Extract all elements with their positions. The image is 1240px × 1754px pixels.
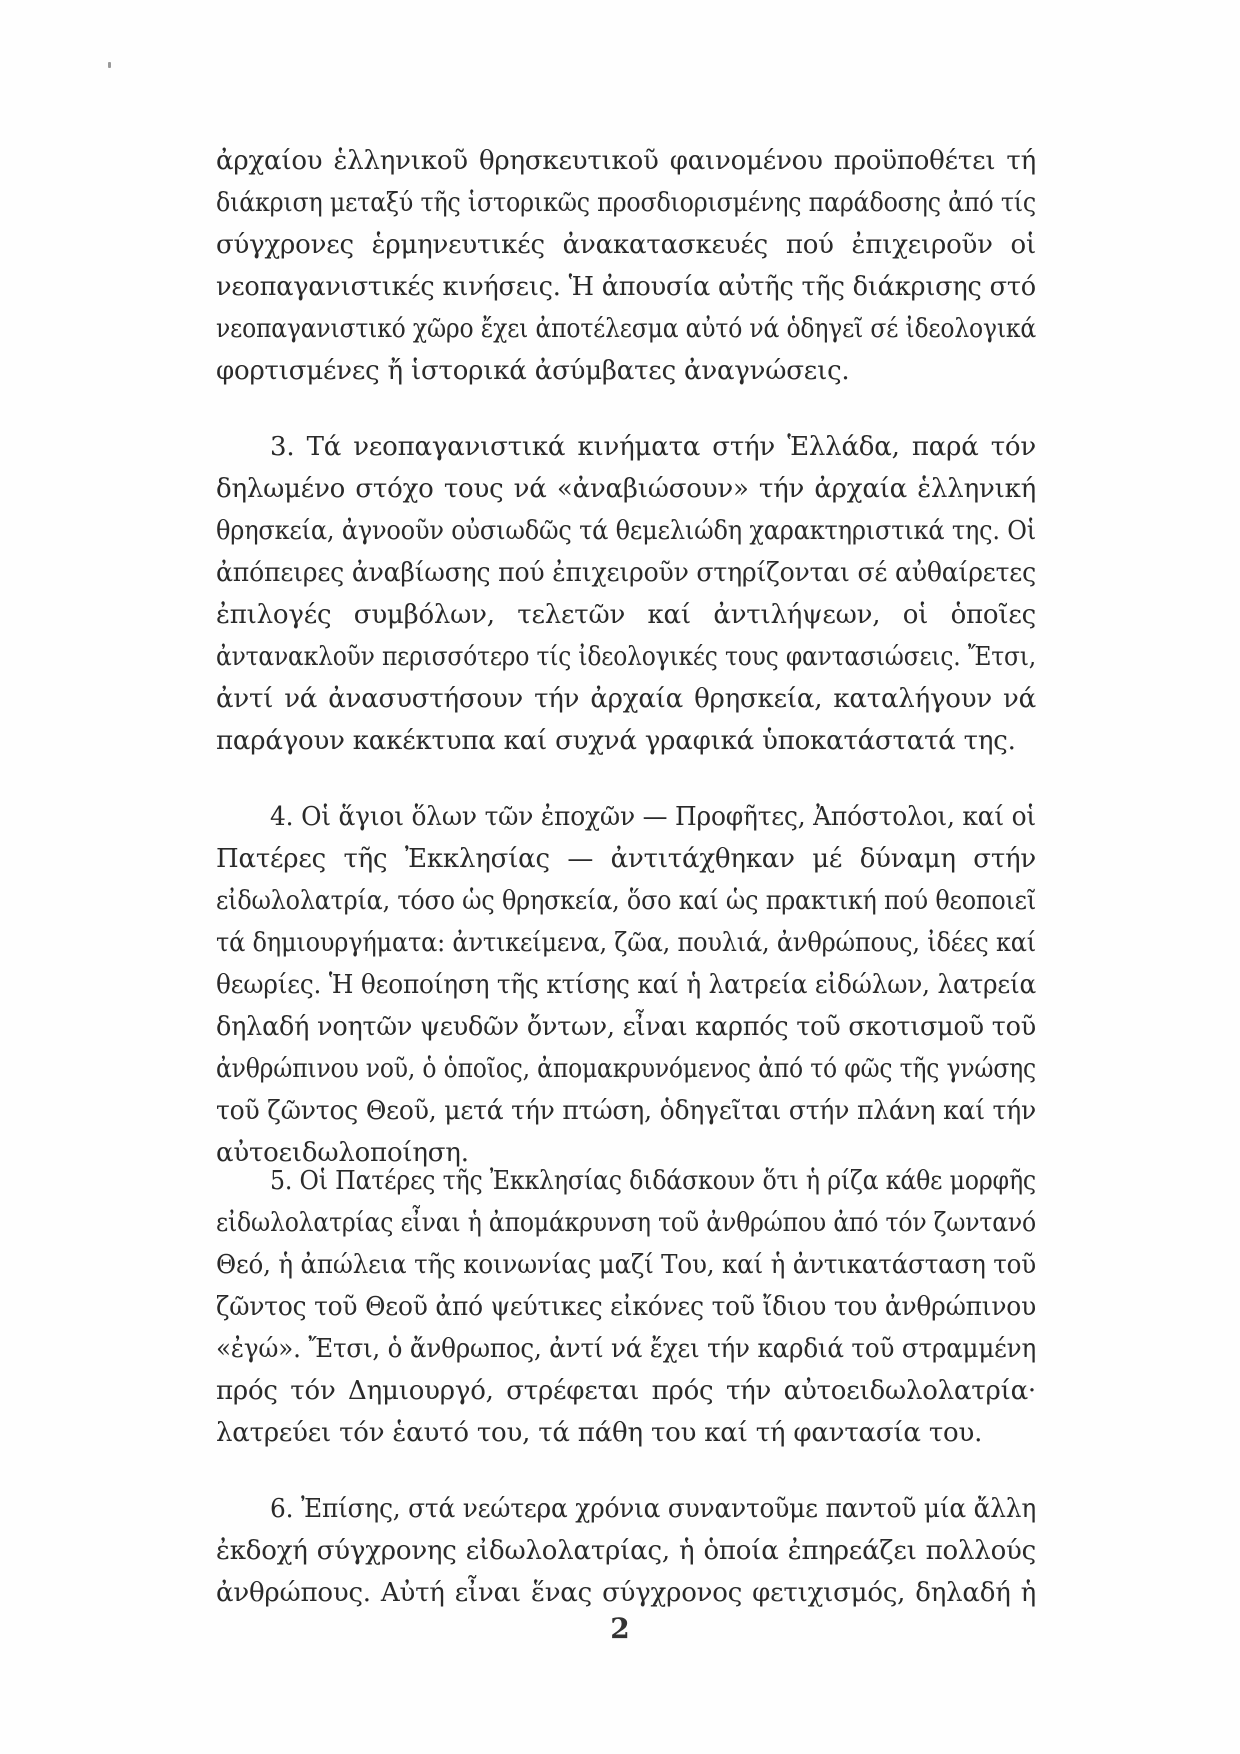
text-line: φορτισμένες ἤ ἱστορικά ἀσύμβατες ἀναγνώσεις. [216,356,850,386]
text-line: 3. Τά νεοπαγανιστικά κινήματα στήν Ἑλλάδα, παρά τόν [270,432,1036,462]
text-line: ζῶντος τοῦ Θεοῦ ἀπό ψεύτικες εἰκόνες τοῦ ἴδιου του ἀνθρώπινου [216,1292,1036,1322]
text-line: διάκριση μεταξύ τῆς ἱστορικῶς προσδιορισμένης παράδοσης ἀπό τίς [216,188,1036,218]
text-line: 5. Οἱ Πατέρες τῆς Ἐκκλησίας διδάσκουν ὅτι ἡ ρίζα κάθε μορφῆς [270,1166,1036,1196]
text-line: πρός τόν Δημιουργό, στρέφεται πρός τήν αὐτοειδωλολατρία· [216,1376,1036,1406]
text-line: σύγχρονες ἑρμηνευτικές ἀνακατασκευές πού ἐπιχειροῦν οἱ [216,230,1036,260]
text-line: θρησκεία, ἀγνοοῦν οὐσιωδῶς τά θεμελιώδη χαρακτηριστικά της. Οἱ [216,516,1036,546]
text-line: ἀντανακλοῦν περισσότερο τίς ἰδεολογικές τους φαντασιώσεις. Ἔτσι, [216,642,1036,672]
text-line: νεοπαγανιστικό χῶρο ἔχει ἀποτέλεσμα αὐτό νά ὁδηγεῖ σέ ἰδεολογικά [216,314,1036,344]
text-line: ἐπιλογές συμβόλων, τελετῶν καί ἀντιλήψεων, οἱ ὁποῖες [216,600,1036,630]
text-line: αὐτοειδωλοποίηση. [216,1138,469,1168]
text-line: τοῦ ζῶντος Θεοῦ, μετά τήν πτώση, ὁδηγεῖται στήν πλάνη καί τήν [216,1096,1036,1126]
text-line: δηλαδή νοητῶν ψευδῶν ὄντων, εἶναι καρπός τοῦ σκοτισμοῦ τοῦ [216,1012,1036,1042]
text-line: ἀπόπειρες ἀναβίωσης πού ἐπιχειροῦν στηρίζονται σέ αὐθαίρετες [216,558,1036,588]
text-line: ἀρχαίου ἑλληνικοῦ θρησκευτικοῦ φαινομένου προϋποθέτει τή [216,146,1036,176]
text-line: Θεό, ἡ ἀπώλεια τῆς κοινωνίας μαζί Του, καί ἡ ἀντικατάσταση τοῦ [216,1250,1036,1280]
text-line: ἀντί νά ἀνασυστήσουν τήν ἀρχαία θρησκεία, καταλήγουν νά [216,684,1036,714]
text-line: ἀνθρώπινου νοῦ, ὁ ὁποῖος, ἀπομακρυνόμενος ἀπό τό φῶς τῆς γνώσης [216,1054,1036,1084]
text-line: παράγουν κακέκτυπα καί συχνά γραφικά ὑποκατάστατά της. [216,726,1016,756]
page-number: 2 [610,1612,630,1645]
text-line: εἰδωλολατρία, τόσο ὡς θρησκεία, ὅσο καί ὡς πρακτική πού θεοποιεῖ [216,886,1036,916]
text-line: 4. Οἱ ἅγιοι ὅλων τῶν ἐποχῶν — Προφῆτες, Ἀπόστολοι, καί οἱ [270,802,1036,832]
text-line: «ἐγώ». Ἔτσι, ὁ ἄνθρωπος, ἀντί νά ἔχει τήν καρδιά τοῦ στραμμένη [216,1334,1036,1364]
text-line: εἰδωλολατρίας εἶναι ἡ ἀπομάκρυνση τοῦ ἀνθρώπου ἀπό τόν ζωντανό [216,1208,1036,1238]
text-line: δηλωμένο στόχο τους νά «ἀναβιώσουν» τήν ἀρχαία ἑλληνική [216,474,1036,504]
scan-speck [108,62,111,68]
text-line: ἀνθρώπους. Αὐτή εἶναι ἕνας σύγχρονος φετιχισμός, δηλαδή ἡ [216,1578,1036,1608]
text-line: 6. Ἐπίσης, στά νεώτερα χρόνια συναντοῦμε παντοῦ μία ἄλλη [270,1494,1036,1524]
text-line: ἐκδοχή σύγχρονης εἰδωλολατρίας, ἡ ὁποία ἐπηρεάζει πολλούς [216,1536,1036,1566]
text-line: λατρεύει τόν ἑαυτό του, τά πάθη του καί τή φαντασία του. [216,1418,983,1448]
text-line: Πατέρες τῆς Ἐκκλησίας — ἀντιτάχθηκαν μέ δύναμη στήν [216,844,1036,874]
text-line: θεωρίες. Ἡ θεοποίηση τῆς κτίσης καί ἡ λατρεία εἰδώλων, λατρεία [216,970,1036,1000]
text-line: νεοπαγανιστικές κινήσεις. Ἡ ἀπουσία αὐτῆς τῆς διάκρισης στό [216,272,1036,302]
text-line: τά δημιουργήματα: ἀντικείμενα, ζῶα, πουλιά, ἀνθρώπους, ἰδέες καί [216,928,1036,958]
